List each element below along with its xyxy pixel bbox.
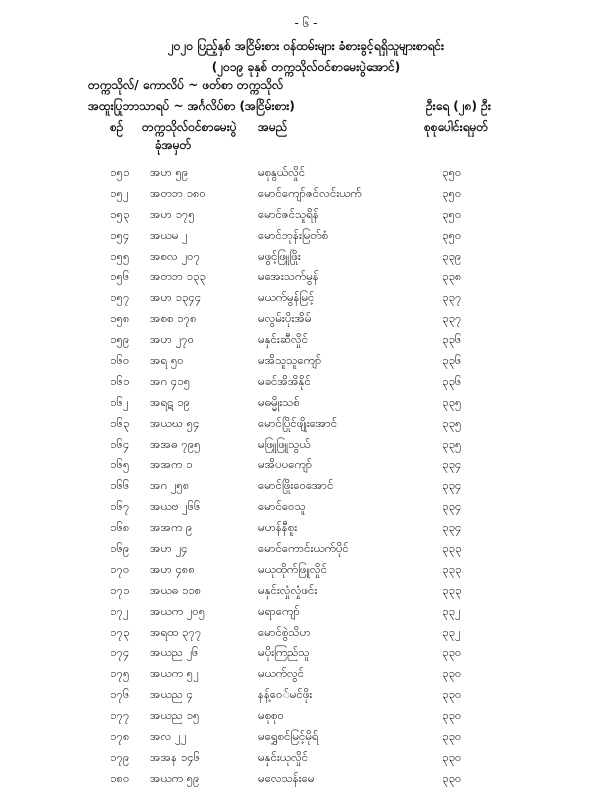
student-name: မောင်ကောင်းယက်ပိုင် [258,541,349,556]
roll-number: အရထ ၃၇၇ [150,624,202,639]
student-name: မောင်ဇင်သူရိန် [258,206,319,221]
column-header-no: စဉ် [110,120,124,134]
row-number: ၁၅၃ [110,206,130,221]
total-marks: ၃၅၀ [442,227,462,242]
column-header-roll: တက္ကသိုလ်ဝင်စာမေးပွဲ [142,120,237,134]
student-name: မောင်ကျော်ဇင်လင်းယက် [258,185,362,200]
roll-number: အဟ ၄၈၈ [150,561,196,576]
column-header-roll-sub: ခုံအမှတ် [155,138,192,152]
student-name: မနှင်းယုလှိုင် [258,749,309,764]
student-name: မဖွင့်ဖြူဖြိုး [258,248,301,263]
row-number: ၁၇၂ [110,603,129,618]
total-marks: ၃၅၀ [442,206,462,221]
roll-number: အအက ၉ [150,520,193,535]
total-marks: ၃၃၀ [442,708,462,723]
roll-number: အယည ၁၅ [150,708,200,723]
table-row [0,499,612,520]
roll-number: အဟ ၅၉ [150,165,189,179]
student-name: မလေသန်းမေ [258,770,315,785]
table-row [0,249,612,270]
student-name: မယက်လွင် [258,666,305,681]
row-number: ၁၈၀ [110,770,130,785]
total-marks: ၃၃၇ [442,290,462,305]
total-marks: ၃၃၄ [442,520,462,535]
table-row [0,311,612,332]
student-name: မောင်ဝေသူ [258,499,306,514]
roll-number: အဂ ၄၁၅ [150,373,191,388]
total-marks: ၃၃၅ [442,394,462,409]
table-row [0,437,612,458]
row-number: ၁၇၇ [110,708,130,723]
row-number: ၁၆၆ [110,478,130,493]
table-row [0,666,612,687]
total-marks: ၃၃၃ [442,561,462,576]
total-marks: ၃၃၆ [442,353,462,368]
student-name: မရာကျော် [258,603,300,618]
roll-number: အယမ ၂ [150,227,188,242]
roll-number: အတဘ ၁၃၃ [150,269,206,284]
roll-number: အယက ၅၉ [150,770,200,785]
table-row [0,750,612,771]
table-row [0,687,612,708]
roll-number: အဂ ၂၅၈ [150,478,190,493]
row-number: ၁၅၂ [110,185,129,200]
roll-number: အရ ၅၀ [150,353,184,368]
row-number: ၁၆၀ [110,353,130,368]
roll-number: အရဋ ၁၉ [150,394,191,409]
roll-number: အအန ၁၄၆ [150,749,201,764]
roll-number: အလ ၂၂ [150,729,187,744]
table-row [0,353,612,374]
total-marks: ၃၃၆ [442,373,462,388]
student-name: မအိပပကျော် [258,457,313,472]
column-header-name: အမည် [258,120,288,134]
row-number: ၁၅၇ [110,290,130,305]
total-marks: ၃၃၄ [442,478,462,493]
student-name: နန့်ဝေ်မင်ဖိုး [258,687,313,702]
student-name: မအေးသက်မွန် [258,269,319,284]
table-row [0,457,612,478]
student-name: မပိုးကြည်သူ [258,645,310,660]
page-number: - ၆ - [294,16,318,30]
row-number: ၁၅၁ [110,165,130,179]
row-number: ၁၆၃ [110,415,130,430]
total-marks: ၃၃၅ [442,415,462,430]
table-row [0,207,612,228]
row-number: ၁၆၉ [110,541,130,556]
total-marks: ၃၃၅ [442,436,462,451]
total-marks: ၃၃၃ [442,582,462,597]
row-number: ၁၇၉ [110,749,130,764]
roll-number: အဟ ၂၇၀ [150,332,195,347]
total-marks: ၃၃၀ [442,687,462,702]
row-number: ၁၇၈ [110,729,130,744]
roll-number: အယည ၄ [150,687,193,702]
total-marks: ၃၃၄ [442,457,462,472]
student-name: မရွှေစင်မြင့်မိုရ် [258,729,319,744]
table-row [0,374,612,395]
row-number: ၁၆၂ [110,394,129,409]
row-number: ၁၇၀ [110,561,130,576]
student-name: မခင်အိအိနိုင် [258,373,311,388]
roll-number: အယက ၅၂ [150,666,199,681]
roll-number: အတဘ ၁၈၀ [150,185,206,200]
roll-number: အဟ ၁၃၄၄ [150,290,202,305]
row-number: ၁၇၅ [110,666,130,681]
total-marks: ၃၃၂ [442,603,461,618]
total-marks: ၃၃၂ [442,624,461,639]
row-number: ၁၆၁ [110,373,130,388]
student-name: မအိသူသူကျော် [258,353,322,368]
roll-number: အယဓ ၁၁၈ [150,582,202,597]
table-row [0,645,612,666]
student-name: မယုထိုက်ဖြူလှိုင် [258,561,328,576]
roll-number: အဟ ၁၇၅ [150,206,195,221]
document-title: ၂၀၂၀ ပြည့်နှစ် အငြိမ်းစား ဝန်ထမ်းများ ခံစားခွင့်ရရှိသူများစာရင်း [167,39,445,53]
student-name: မဟန်နီစူး [258,520,298,535]
row-number: ၁၇၆ [110,687,130,702]
row-number: ၁၇၁ [110,582,130,597]
table-row [0,228,612,249]
student-name: မလွမ်းပိုးအိမ် [258,311,312,326]
row-number: ၁၅၉ [110,332,130,347]
table-row [0,186,612,207]
row-number: ၁၆၈ [110,520,130,535]
document-subtitle: (၂၀၁၉ ခုနှစ် တက္ကသိုလ်ဝင်စာမေးပွဲအောင်) [211,60,401,74]
major-subject-line: အထူးပြုဘာသာရပ် ~ အင်္ဂလိပ်စာ (အငြိမ်းစား) [88,99,295,113]
table-row [0,541,612,562]
total-marks: ၃၃၈ [442,269,462,284]
roll-number: အအဓ ၇၉၅ [150,436,201,451]
table-row [0,604,612,625]
row-number: ၁၅၄ [110,227,130,242]
column-header-marks: စုစုပေါင်းရမှတ် [424,120,489,134]
row-number: ၁၅၈ [110,311,130,326]
row-number: ၁၇၄ [110,645,130,660]
student-name: မစုစုဝ [258,708,284,723]
roll-number: အစလ ၂၀၇ [150,248,201,263]
total-marks: ၃၃၀ [442,770,462,785]
student-name: မောင်စွဲသိဟ [258,624,311,639]
table-row [0,165,612,186]
total-marks: ၃၃၀ [442,749,462,764]
roll-number: အအက ၁ [150,457,193,472]
student-name: မောင်ဖြိုးဝေအောင် [258,478,334,493]
table-row [0,771,612,792]
table-row [0,269,612,290]
table-row [0,290,612,311]
roll-number: အစစ ၁၇၈ [150,311,197,326]
row-number: ၁၅၆ [110,269,130,284]
student-name: မနှင်းလှုံလှုံဖင်း [258,582,318,597]
student-name: မနှင်းဆီလှိုင် [258,332,309,347]
headcount-line: ဦးရေ (၂၈) ဦး [426,99,491,113]
student-name: မောင်ပြိုင်ဖျိုးအောင် [258,415,338,430]
table-row [0,583,612,604]
total-marks: ၃၃၀ [442,729,462,744]
student-name: မောင်ဘုန်းမြတ်စံ [258,227,329,242]
row-number: ၁၆၇ [110,499,130,514]
roll-number: အယက ၂၀၅ [150,603,206,618]
table-row [0,625,612,646]
student-name: မစုနွယ်လှိုင် [258,165,306,179]
table-row [0,562,612,583]
roll-number: အယည ၂၆ [150,645,199,660]
total-marks: ၃၃၆ [442,332,462,347]
total-marks: ၃၃၄ [442,499,462,514]
student-name: မယက်မွန်မြင့် [258,290,315,305]
total-marks: ၃၅၀ [442,165,462,179]
total-marks: ၃၃၀ [442,666,462,681]
total-marks: ၃၅၀ [442,185,462,200]
row-number: ၁၆၅ [110,457,130,472]
total-marks: ၃၃၇ [442,311,462,326]
row-number: ၁၇၃ [110,624,130,639]
table-row [0,478,612,499]
table-row [0,332,612,353]
table-row [0,708,612,729]
row-number: ၁၅၅ [110,248,130,263]
table-row [0,395,612,416]
row-number: ၁၆၄ [110,436,130,451]
roll-number: အယဃ ၅၄ [150,415,200,430]
total-marks: ၃၃၉ [442,248,462,263]
roll-number: အယဗ ၂၆၆ [150,499,201,514]
roll-number: အဟ ၂၄ [150,541,188,556]
student-name: မဖြူဖြူသွယ် [258,436,311,451]
total-marks: ၃၃၃ [442,541,462,556]
table-row [0,520,612,541]
table-row [0,729,612,750]
university-line: တက္ကသိုလ်/ ကောလိပ် ~ ဖတ်စာ တက္ကသိုလ် [88,78,284,92]
results-table [0,165,612,792]
student-name: မဓမ္မိုးသစ် [258,394,300,409]
table-row [0,416,612,437]
total-marks: ၃၃၀ [442,645,462,660]
